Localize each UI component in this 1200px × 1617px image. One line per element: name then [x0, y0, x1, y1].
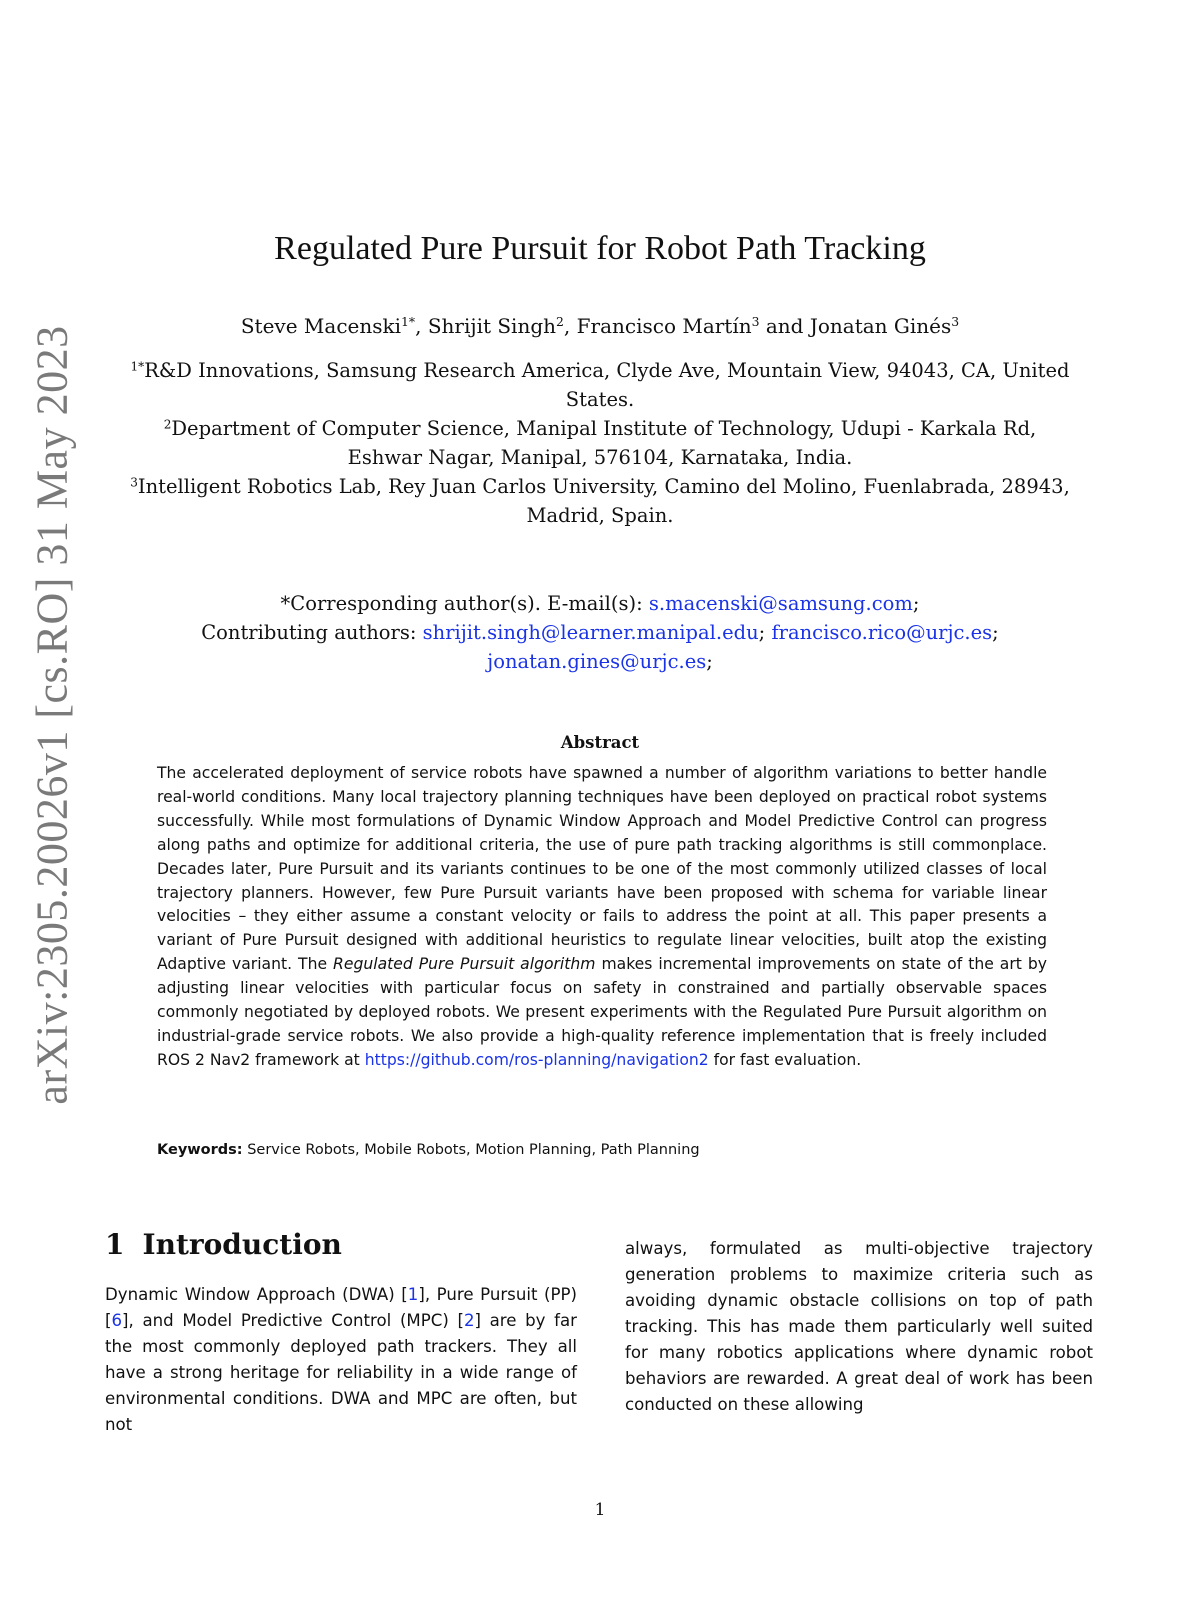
- affiliation: [130, 414, 1070, 472]
- intro-left-column: [105, 1282, 577, 1438]
- citation-link[interactable]: 6: [111, 1311, 123, 1330]
- contributing-line: jonatan.gines@urjc.es;: [487, 650, 713, 673]
- author-separator: ,: [563, 314, 577, 338]
- author-affil-mark: 2: [556, 314, 564, 330]
- abstract-body: [157, 762, 1047, 1073]
- author-name: Francisco Martín: [576, 314, 752, 338]
- abstract-text: The accelerated deployment of service robots have spawned a number of algorithm variations to better handle real-world conditions. Many local trajectory planning techniques have been deployed on practical robot systems successfully. While most formulations of Dynamic Window Approach and Model Predictive Control can progress along paths and optimize for additional criteria, the use of pure path tracking algorithms is still commonplace. Decades later, Pure Pursuit and its variants continues to be one of the most commonly utilized classes of local trajectory planners. However, few Pure Pursuit variants have been proposed with schema for variable linear velocities – they either assume a constant velocity or fails to address the point at all. This paper presents a variant of Pure Pursuit designed with additional heuristics to regulate linear velocities, built atop the existing Adaptive variant. The: [157, 764, 1047, 974]
- abstract-heading: Abstract: [560, 733, 640, 752]
- contributor-email-link[interactable]: shrijit.singh@learner.manipal.edu: [422, 621, 759, 644]
- affiliation-mark: 3: [130, 475, 138, 490]
- author-affil-mark: 1*: [401, 314, 416, 330]
- correspondence: [130, 589, 1070, 676]
- body-text: Dynamic Window Approach (DWA) [: [105, 1285, 408, 1304]
- paper-title: Regulated Pure Pursuit for Robot Path Tracking: [274, 230, 926, 267]
- author-affil-mark: 3: [751, 314, 760, 330]
- author-separator: ,: [415, 314, 428, 338]
- contributor-email-link[interactable]: francisco.rico@urjc.es: [771, 621, 993, 644]
- section-number: 1: [105, 1228, 125, 1261]
- keywords-text: Service Robots, Mobile Robots, Motion Planning, Path Planning: [247, 1142, 700, 1158]
- contributing-line: Contributing authors: shrijit.singh@learner.manipal.edu; francisco.rico@urjc.es;: [201, 621, 999, 644]
- affiliation-mark: 1*: [130, 359, 145, 374]
- body-text: ], and Model Predictive Control (MPC) [: [122, 1311, 464, 1330]
- contributor-email-link[interactable]: jonatan.gines@urjc.es: [487, 650, 707, 673]
- author-affil-mark: 3: [951, 314, 960, 330]
- affiliation: [130, 472, 1070, 530]
- arxiv-stamp: arXiv:2305.20026v1 [cs.RO] 31 May 2023: [27, 325, 77, 1105]
- section-heading: [105, 1228, 342, 1261]
- abstract-text: makes incremental improvements on state of the art by adjusting linear velocities with particular focus on safety in constrained and partially observable spaces commonly negotiated by deployed robots. We present experiments with the Regulated Pure Pursuit algorithm on industrial-grade service robots. We also provide a high-quality reference implementation that is freely included ROS 2 Nav2 framework at: [157, 955, 1047, 1069]
- citation-link[interactable]: 2: [463, 1311, 475, 1330]
- body-text: ], Pure Pursuit (PP) [: [105, 1285, 577, 1330]
- contributing-label: Contributing authors:: [201, 621, 423, 644]
- affiliation: [130, 356, 1070, 414]
- affiliations: [130, 356, 1070, 530]
- abstract-text: for fast evaluation.: [708, 1050, 862, 1069]
- repo-link[interactable]: https://github.com/ros-planning/navigation2: [364, 1050, 709, 1069]
- keywords: [157, 1142, 1047, 1158]
- corresponding-label: *Corresponding author(s). E-mail(s):: [280, 592, 649, 615]
- affiliation-text: Intelligent Robotics Lab, Rey Juan Carlos University, Camino del Molino, Fuenlabrada, 28943, Madrid, Spain.: [137, 475, 1070, 527]
- section-title: Introduction: [142, 1228, 342, 1261]
- keywords-label: Keywords:: [157, 1142, 243, 1158]
- citation-link[interactable]: 1: [407, 1285, 419, 1304]
- body-text: ] are by far the most commonly deployed path trackers. They all have a strong heritage for reliability in a wide range of environmental conditions. DWA and MPC are often, but not: [105, 1311, 577, 1434]
- author-name: Jonatan Ginés: [809, 314, 952, 338]
- corresponding-line: *Corresponding author(s). E-mail(s): s.macenski@samsung.com;: [280, 592, 920, 615]
- affiliation-mark: 2: [163, 417, 172, 432]
- author-name: Steve Macenski: [240, 314, 402, 338]
- author-name: Shrijit Singh: [427, 314, 557, 338]
- affiliation-text: R&D Innovations, Samsung Research America, Clyde Ave, Mountain View, 94043, CA, United States.: [144, 359, 1070, 411]
- abstract-emphasis: Regulated Pure Pursuit algorithm: [333, 955, 596, 974]
- corresponding-email-link[interactable]: s.macenski@samsung.com: [648, 592, 913, 615]
- author-separator: and: [759, 314, 810, 338]
- author-list: [0, 314, 1200, 338]
- affiliation-text: Department of Computer Science, Manipal Institute of Technology, Udupi - Karkala Rd, Eshwar Nagar, Manipal, 576104, Karnataka, India.: [171, 417, 1037, 469]
- page-number: 1: [594, 1500, 606, 1520]
- intro-right-column: always, formulated as multi-objective trajectory generation problems to maximize criteria such as avoiding dynamic obstacle collisions on top of path tracking. This has made them particularly well suited for many robotics applications where dynamic robot behaviors are rewarded. A great deal of work has been conducted on these allowing: [625, 1239, 1093, 1414]
